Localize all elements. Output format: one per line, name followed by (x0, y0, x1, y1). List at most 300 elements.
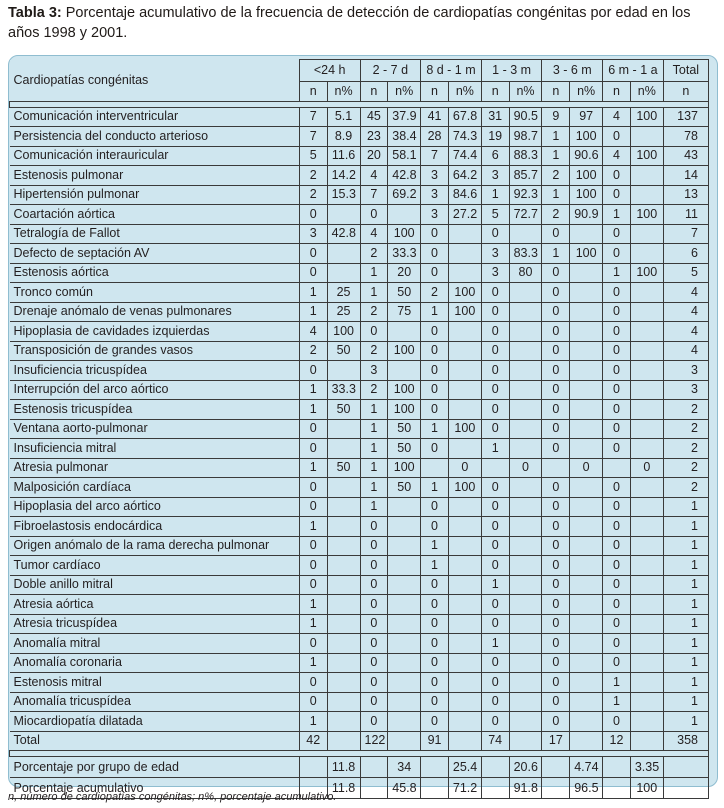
count-cell: 0 (542, 224, 570, 244)
percent-cell (570, 731, 603, 751)
count-cell: 19 (481, 127, 509, 147)
percent-cell (570, 653, 603, 673)
percent-cell (630, 497, 663, 517)
count-cell: 1 (603, 205, 631, 225)
row-label: Comunicación interauricular (10, 146, 300, 166)
count-cell: 0 (421, 595, 449, 615)
total-cell: 2 (663, 400, 708, 420)
percent-cell (509, 224, 542, 244)
table-row (10, 263, 709, 283)
count-cell: 0 (542, 302, 570, 322)
percent-cell (388, 731, 421, 751)
count-cell: 0 (603, 575, 631, 595)
count-cell: 1 (603, 673, 631, 693)
percent-cell (630, 536, 663, 556)
count-cell: 2 (299, 185, 327, 205)
table-row (10, 556, 709, 576)
count-cell: 2 (360, 302, 388, 322)
percent-cell: 85.7 (509, 166, 542, 186)
percent-cell (448, 517, 481, 537)
count-cell: 0 (603, 712, 631, 732)
count-cell (603, 458, 631, 478)
percent-cell (509, 653, 542, 673)
percent-cell (509, 614, 542, 634)
percent-cell (448, 673, 481, 693)
count-cell: 0 (421, 341, 449, 361)
count-cell: 0 (603, 536, 631, 556)
table-row (10, 224, 709, 244)
percent-cell (630, 517, 663, 537)
percent-cell: 20.6 (509, 757, 542, 778)
table-body (10, 107, 709, 799)
count-cell: 0 (542, 439, 570, 459)
count-cell: 9 (542, 107, 570, 127)
count-cell: 1 (421, 419, 449, 439)
percent-cell (630, 283, 663, 303)
percent-cell (509, 302, 542, 322)
count-cell: 0 (421, 497, 449, 517)
percent-cell (448, 653, 481, 673)
count-cell: 2 (299, 166, 327, 186)
count-cell: 0 (299, 497, 327, 517)
row-label: Origen anómalo de la rama derecha pulmonar (10, 536, 300, 556)
percent-cell: 100 (448, 283, 481, 303)
count-cell: 4 (360, 166, 388, 186)
percent-cell: 15.3 (327, 185, 360, 205)
total-cell: 78 (663, 127, 708, 147)
percent-cell (509, 634, 542, 654)
percent-cell: 11.8 (327, 778, 360, 799)
count-cell: 3 (481, 166, 509, 186)
percent-cell: 38.4 (388, 127, 421, 147)
row-label: Atresia pulmonar (10, 458, 300, 478)
percent-cell (448, 400, 481, 420)
percent-cell: 25.4 (448, 757, 481, 778)
percent-cell: 88.3 (509, 146, 542, 166)
count-cell: 0 (481, 400, 509, 420)
count-cell: 0 (421, 575, 449, 595)
percent-cell (630, 400, 663, 420)
percent-cell (327, 595, 360, 615)
count-cell: 0 (421, 614, 449, 634)
percent-cell (509, 400, 542, 420)
percent-cell: 0 (448, 458, 481, 478)
count-cell: 3 (481, 244, 509, 264)
count-cell: 0 (360, 653, 388, 673)
count-cell: 0 (299, 536, 327, 556)
count-cell: 0 (299, 673, 327, 693)
table-row (10, 419, 709, 439)
percent-cell (630, 692, 663, 712)
count-cell: 1 (299, 380, 327, 400)
count-cell: 1 (360, 400, 388, 420)
count-cell: 31 (481, 107, 509, 127)
count-cell (542, 458, 570, 478)
percent-cell (509, 341, 542, 361)
percent-cell: 45.8 (388, 778, 421, 799)
percent-cell (630, 712, 663, 732)
count-cell (542, 757, 570, 778)
percent-cell: 100 (327, 322, 360, 342)
percent-cell (630, 302, 663, 322)
count-cell (421, 458, 449, 478)
count-cell: 12 (603, 731, 631, 751)
count-cell: 0 (542, 478, 570, 498)
percent-cell (509, 478, 542, 498)
count-cell: 0 (603, 185, 631, 205)
count-cell: 0 (421, 439, 449, 459)
percent-cell (630, 361, 663, 381)
total-cell: 14 (663, 166, 708, 186)
percent-cell: 0 (630, 458, 663, 478)
percent-cell (327, 614, 360, 634)
group-header: 1 - 3 m (481, 60, 542, 82)
percent-cell (448, 692, 481, 712)
percent-cell (509, 419, 542, 439)
count-cell: 0 (360, 614, 388, 634)
percent-cell: 50 (327, 458, 360, 478)
group-header: 6 m - 1 a (603, 60, 664, 82)
total-cell: 1 (663, 712, 708, 732)
percent-cell (570, 224, 603, 244)
percent-cell (327, 653, 360, 673)
table-row (10, 127, 709, 147)
percent-cell (448, 614, 481, 634)
row-label: Hipoplasia del arco aórtico (10, 497, 300, 517)
row-label: Insuficiencia mitral (10, 439, 300, 459)
total-cell: 1 (663, 634, 708, 654)
count-cell: 0 (603, 341, 631, 361)
row-label: Hipoplasia de cavidades izquierdas (10, 322, 300, 342)
row-label: Atresia tricuspídea (10, 614, 300, 634)
percent-cell: 90.9 (570, 205, 603, 225)
count-cell: 1 (603, 263, 631, 283)
percent-cell (448, 244, 481, 264)
percent-cell (570, 712, 603, 732)
percent-cell (630, 653, 663, 673)
percent-cell: 50 (388, 439, 421, 459)
count-cell: 3 (360, 361, 388, 381)
count-cell: 0 (421, 712, 449, 732)
total-cell: 3 (663, 361, 708, 381)
caption-label: Tabla 3: (8, 5, 62, 21)
percent-cell (388, 536, 421, 556)
count-cell: 0 (421, 322, 449, 342)
total-cell: 1 (663, 653, 708, 673)
count-cell: 0 (603, 302, 631, 322)
percent-cell (388, 497, 421, 517)
table-row (10, 536, 709, 556)
percent-cell (448, 380, 481, 400)
count-cell: 4 (603, 146, 631, 166)
total-cell: 11 (663, 205, 708, 225)
percent-cell: 72.7 (509, 205, 542, 225)
percent-cell: 100 (388, 380, 421, 400)
count-cell: 0 (603, 556, 631, 576)
total-cell (663, 778, 708, 799)
percent-cell: 100 (630, 146, 663, 166)
count-cell: 1 (542, 146, 570, 166)
percent-cell (570, 380, 603, 400)
row-label: Interrupción del arco aórtico (10, 380, 300, 400)
percent-cell: 8.9 (327, 127, 360, 147)
count-cell: 1 (481, 439, 509, 459)
row-label: Tumor cardíaco (10, 556, 300, 576)
count-cell: 0 (360, 556, 388, 576)
row-label: Persistencia del conducto arterioso (10, 127, 300, 147)
group-header: 8 d - 1 m (421, 60, 482, 82)
percent-cell (388, 614, 421, 634)
count-cell: 0 (603, 244, 631, 264)
count-cell: 3 (421, 205, 449, 225)
row-label: Insuficiencia tricuspídea (10, 361, 300, 381)
sub-pct: n% (388, 82, 421, 102)
count-cell: 3 (299, 224, 327, 244)
total-cell: 2 (663, 458, 708, 478)
total-cell: 4 (663, 322, 708, 342)
total-cell: 1 (663, 614, 708, 634)
percent-cell (570, 400, 603, 420)
percent-cell (630, 556, 663, 576)
percent-cell (509, 380, 542, 400)
row-label: Estenosis pulmonar (10, 166, 300, 186)
count-cell: 0 (481, 361, 509, 381)
count-cell: 17 (542, 731, 570, 751)
cardiopathy-table (9, 59, 709, 799)
count-cell: 74 (481, 731, 509, 751)
group-header: 2 - 7 d (360, 60, 421, 82)
total-cell: 4 (663, 341, 708, 361)
table-row (10, 517, 709, 537)
count-cell: 0 (481, 224, 509, 244)
percent-cell: 42.8 (327, 224, 360, 244)
count-cell: 41 (421, 107, 449, 127)
percent-cell (448, 263, 481, 283)
count-cell: 3 (481, 263, 509, 283)
percent-cell (327, 263, 360, 283)
percent-cell: 75 (388, 302, 421, 322)
percent-cell (570, 439, 603, 459)
count-cell (360, 778, 388, 799)
total-cell: 137 (663, 107, 708, 127)
percent-cell: 74.3 (448, 127, 481, 147)
percent-cell (448, 575, 481, 595)
label-header: Cardiopatías congénitas (10, 60, 300, 102)
sub-pct: n% (327, 82, 360, 102)
count-cell: 0 (360, 205, 388, 225)
percent-cell (448, 536, 481, 556)
count-cell: 0 (542, 497, 570, 517)
count-cell: 0 (481, 283, 509, 303)
total-cell: 3 (663, 380, 708, 400)
count-cell: 5 (299, 146, 327, 166)
count-cell: 1 (299, 458, 327, 478)
table-row (10, 757, 709, 778)
row-label: Comunicación interventricular (10, 107, 300, 127)
count-cell: 0 (481, 302, 509, 322)
percent-cell (327, 575, 360, 595)
sub-pct: n% (509, 82, 542, 102)
count-cell (421, 778, 449, 799)
percent-cell (327, 712, 360, 732)
count-cell: 0 (299, 439, 327, 459)
count-cell: 0 (481, 536, 509, 556)
table-row (10, 575, 709, 595)
percent-cell (388, 692, 421, 712)
count-cell: 2 (542, 166, 570, 186)
total-cell: 4 (663, 283, 708, 303)
percent-cell (388, 673, 421, 693)
count-cell: 0 (421, 653, 449, 673)
percent-cell: 80 (509, 263, 542, 283)
percent-cell (630, 731, 663, 751)
percent-cell (327, 361, 360, 381)
count-cell: 1 (299, 302, 327, 322)
percent-cell (630, 478, 663, 498)
count-cell: 0 (603, 517, 631, 537)
percent-cell (388, 634, 421, 654)
percent-cell (630, 614, 663, 634)
table-row (10, 283, 709, 303)
table-row (10, 400, 709, 420)
count-cell: 0 (481, 517, 509, 537)
count-cell: 0 (421, 244, 449, 264)
count-cell: 0 (421, 692, 449, 712)
count-cell: 4 (360, 224, 388, 244)
count-cell: 0 (542, 536, 570, 556)
table-row (10, 380, 709, 400)
count-cell (299, 757, 327, 778)
percent-cell (509, 439, 542, 459)
count-cell: 1 (299, 595, 327, 615)
table-row (10, 673, 709, 693)
footnote: n, número de cardiopatías congénitas; n%, porcentaje acumulativo. (8, 791, 337, 803)
count-cell: 0 (360, 536, 388, 556)
table-frame (8, 55, 718, 795)
percent-cell (327, 673, 360, 693)
total-cell: 2 (663, 419, 708, 439)
percent-cell (388, 322, 421, 342)
percent-cell (509, 673, 542, 693)
percent-cell (570, 517, 603, 537)
total-cell: 358 (663, 731, 708, 751)
row-label: Defecto de septación AV (10, 244, 300, 264)
percent-cell: 100 (388, 341, 421, 361)
row-label: Anomalía coronaria (10, 653, 300, 673)
count-cell: 122 (360, 731, 388, 751)
percent-cell: 100 (448, 302, 481, 322)
percent-cell: 98.7 (509, 127, 542, 147)
row-label: Total (10, 731, 300, 751)
table-row (10, 107, 709, 127)
count-cell: 1 (360, 497, 388, 517)
percent-cell (388, 205, 421, 225)
percent-cell: 50 (388, 478, 421, 498)
percent-cell (570, 361, 603, 381)
count-cell: 1 (299, 283, 327, 303)
count-cell: 0 (603, 127, 631, 147)
table-caption (8, 3, 718, 43)
percent-cell (327, 536, 360, 556)
percent-cell (630, 419, 663, 439)
count-cell: 1 (360, 263, 388, 283)
percent-cell (509, 556, 542, 576)
percent-cell: 64.2 (448, 166, 481, 186)
count-cell: 0 (542, 673, 570, 693)
count-cell: 0 (542, 634, 570, 654)
count-cell: 0 (542, 380, 570, 400)
count-cell: 0 (421, 224, 449, 244)
count-cell: 1 (542, 185, 570, 205)
group-header: <24 h (299, 60, 360, 82)
count-cell: 0 (603, 653, 631, 673)
total-cell: 1 (663, 575, 708, 595)
row-label: Coartación aórtica (10, 205, 300, 225)
count-cell: 1 (603, 692, 631, 712)
percent-cell: 100 (448, 478, 481, 498)
percent-cell (509, 692, 542, 712)
count-cell: 0 (360, 575, 388, 595)
percent-cell (570, 692, 603, 712)
percent-cell: 83.3 (509, 244, 542, 264)
count-cell: 0 (603, 478, 631, 498)
percent-cell (448, 361, 481, 381)
row-label: Malposición cardíaca (10, 478, 300, 498)
count-cell: 0 (481, 380, 509, 400)
percent-cell: 14.2 (327, 166, 360, 186)
count-cell: 0 (603, 166, 631, 186)
percent-cell (327, 419, 360, 439)
row-label: Ventana aorto-pulmonar (10, 419, 300, 439)
percent-cell (448, 595, 481, 615)
percent-cell: 50 (327, 341, 360, 361)
percent-cell (630, 595, 663, 615)
count-cell: 1 (299, 614, 327, 634)
sub-n: n (421, 82, 449, 102)
count-cell: 20 (360, 146, 388, 166)
percent-cell (448, 634, 481, 654)
table-row (10, 439, 709, 459)
percent-cell: 100 (570, 166, 603, 186)
caption-text: Porcentaje acumulativo de la frecuencia de detección de cardiopatías congénitas por edad en los años 1998 y 2001. (8, 5, 691, 41)
table-row (10, 692, 709, 712)
percent-cell (448, 322, 481, 342)
percent-cell: 90.6 (570, 146, 603, 166)
count-cell (542, 778, 570, 799)
percent-cell (509, 536, 542, 556)
sub-total-n: n (663, 82, 708, 102)
count-cell: 2 (542, 205, 570, 225)
count-cell: 0 (299, 419, 327, 439)
percent-cell (570, 595, 603, 615)
count-cell: 0 (360, 595, 388, 615)
percent-cell: 100 (570, 127, 603, 147)
count-cell: 0 (603, 224, 631, 244)
count-cell: 0 (421, 400, 449, 420)
table-row (10, 205, 709, 225)
row-label: Tronco común (10, 283, 300, 303)
percent-cell (509, 595, 542, 615)
sub-pct: n% (448, 82, 481, 102)
count-cell: 0 (360, 673, 388, 693)
percent-cell: 74.4 (448, 146, 481, 166)
count-cell: 1 (421, 302, 449, 322)
count-cell (421, 757, 449, 778)
percent-cell (388, 595, 421, 615)
count-cell: 45 (360, 107, 388, 127)
count-cell: 0 (481, 419, 509, 439)
percent-cell (570, 556, 603, 576)
